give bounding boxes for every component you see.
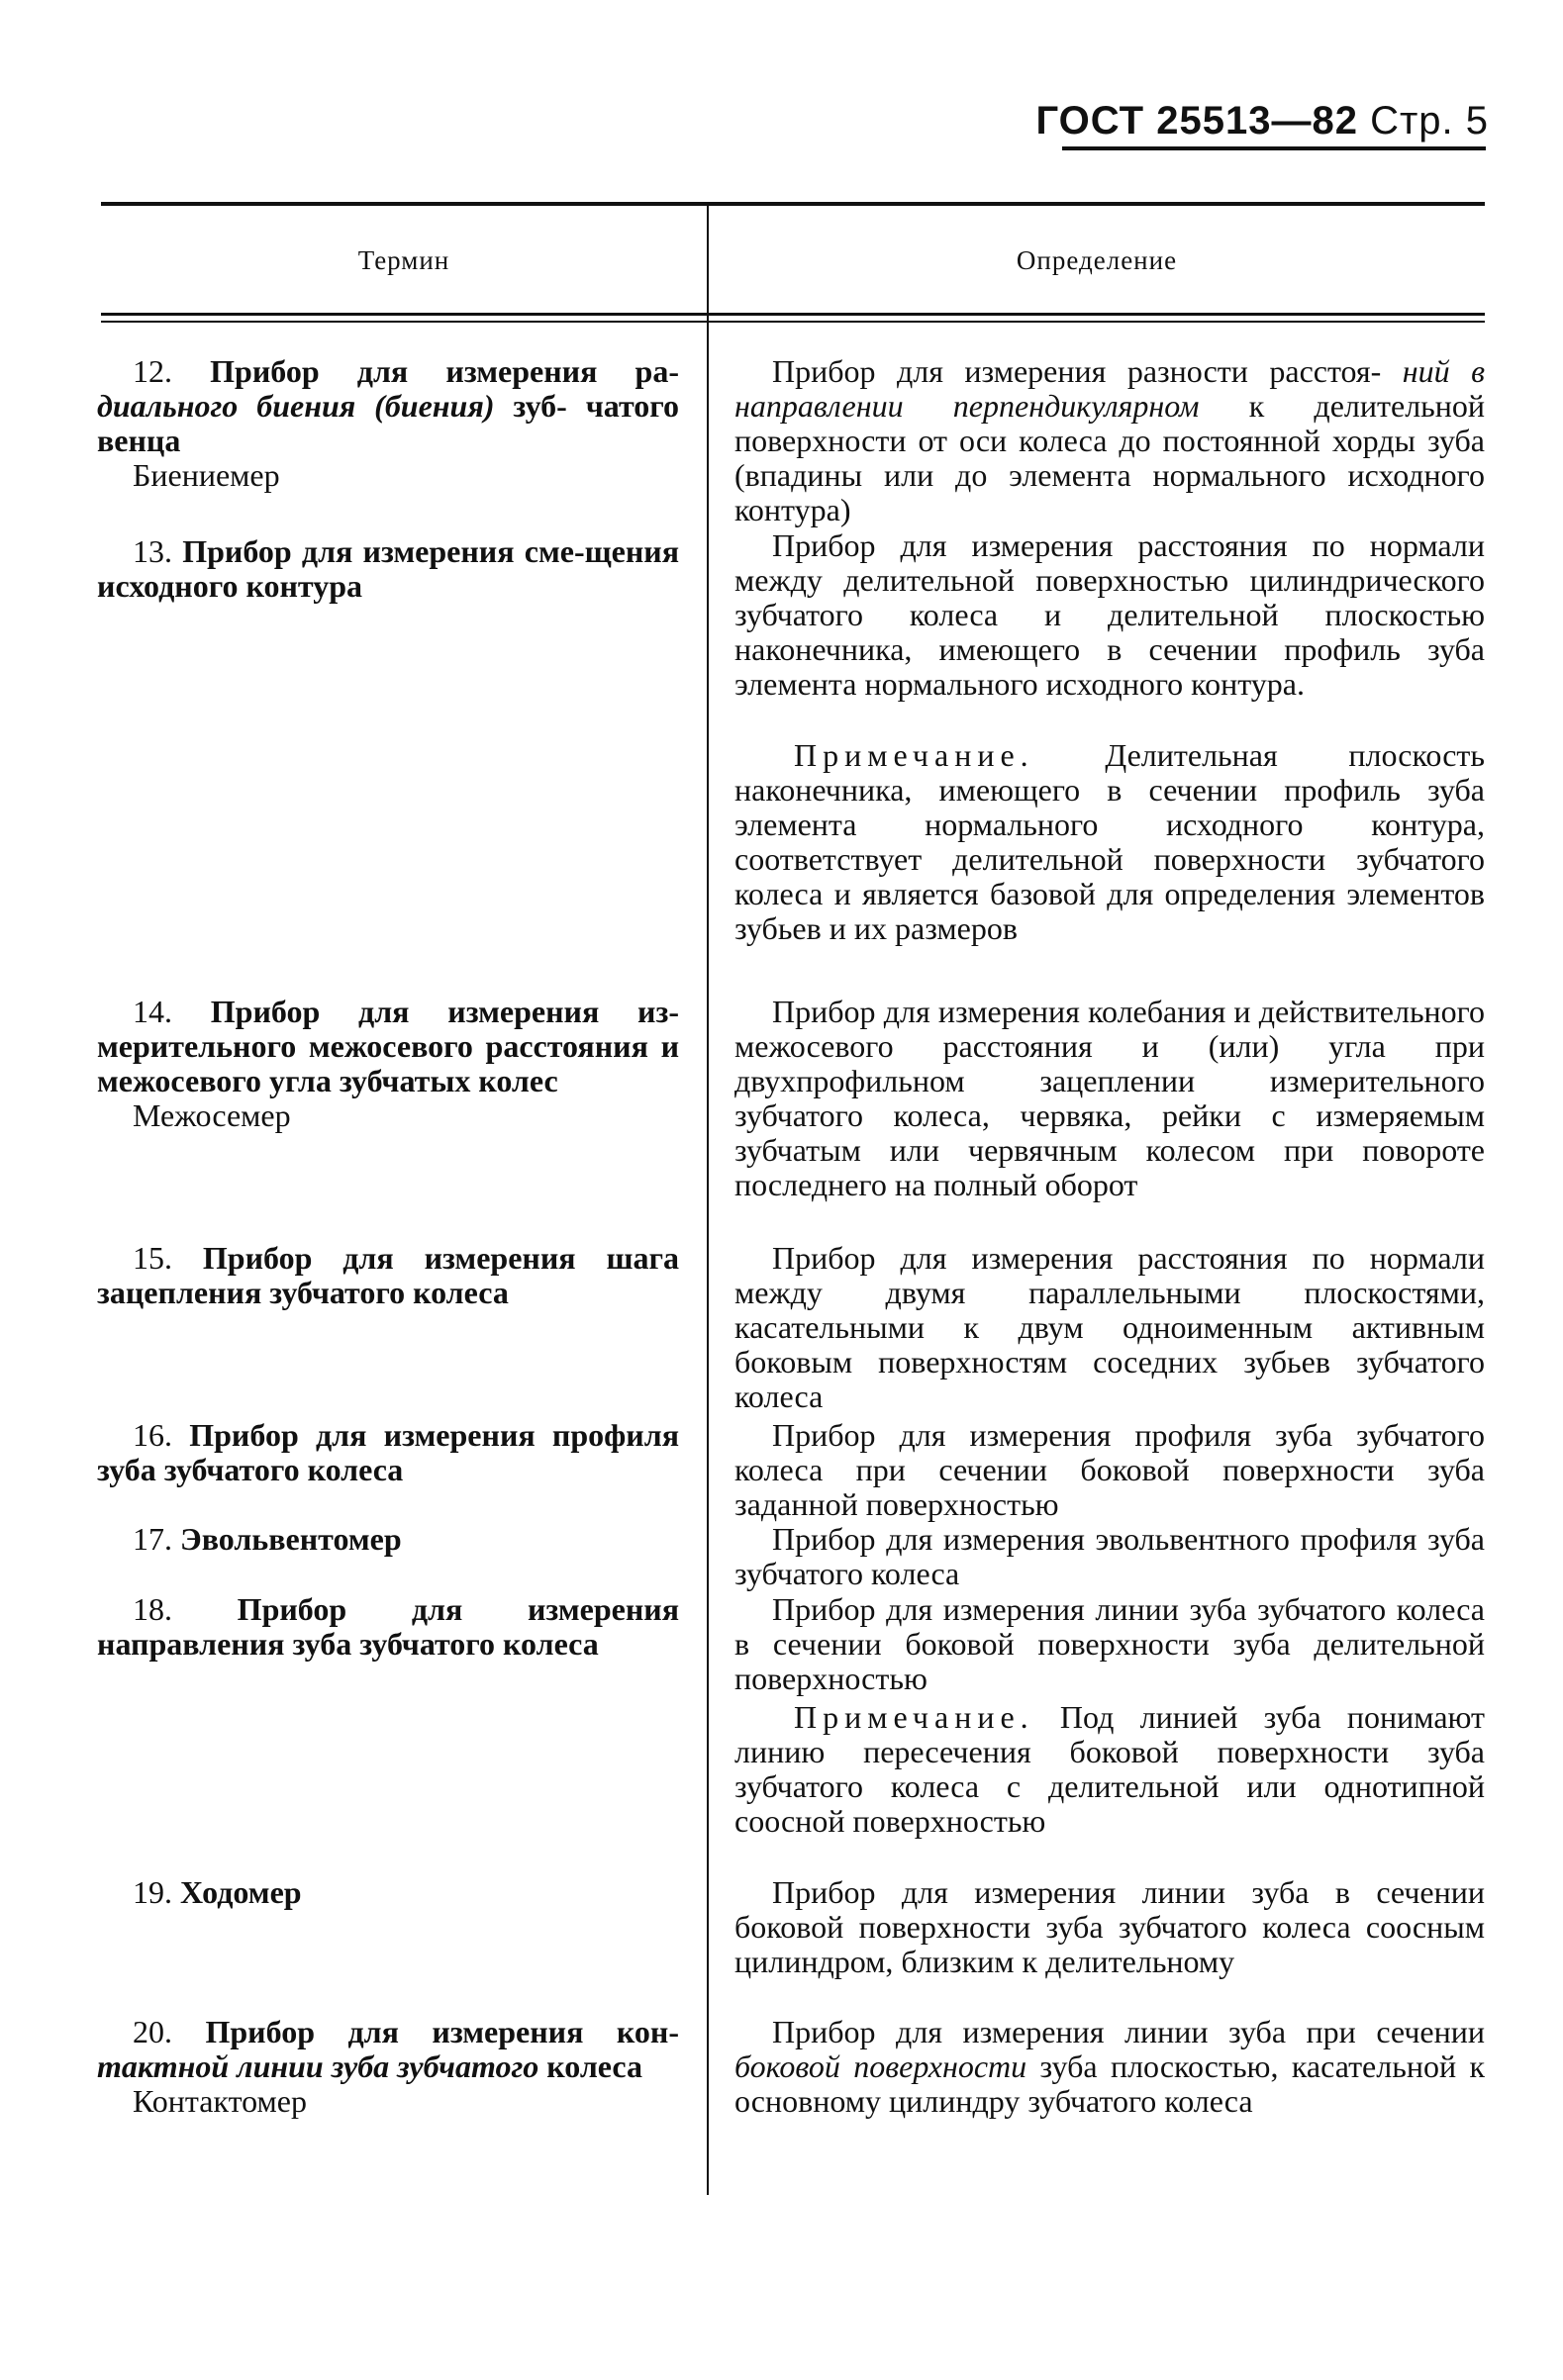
term-16: 16. Прибор для измерения профиля зуба зубчатого колеса — [97, 1417, 679, 1487]
note-13: Примечание. Делительная плоскость наконечника, имеющего в сечении профиль зуба элемента нормального исходного контура, соответствует делительной поверхности зубчатого колеса и является базовой для определения элементов зубьев и их размеров — [734, 737, 1486, 946]
definition-19: Прибор для измерения линии зуба в сечении боковой поверхности зуба зубчатого колеса соосным цилиндром, близким к делительному — [734, 1874, 1485, 1979]
definition-18: Прибор для измерения линии зуба зубчатого колеса в сечении боковой поверхности зуба делительной поверхностью — [734, 1591, 1485, 1696]
definition-14: Прибор для измерения колебания и действительного межосевого расстояния и (или) угла при двухпрофильном зацеплении измерительного зубчатого колеса, червяка, рейки с измеряемым зубчатым или червячным колесом при повороте последнего на полный оборот — [734, 994, 1485, 1202]
definition-12: Прибор для измерения разности расстоя- ний в направлении перпендикулярном к делительной поверхности от оси колеса до постоянной хорды зуба (впадины или до элемента нормального исходного контура) — [734, 353, 1486, 527]
term-18: 18. Прибор для измерения направления зуба зубчатого колеса — [97, 1591, 679, 1662]
note-18: Примечание. Под линией зуба понимают линию пересечения боковой поверхности зуба зубчатого колеса с делительной или однотипной соосной поверхностью — [734, 1699, 1486, 1839]
definition-20: Прибор для измерения линии зуба при сечении боковой поверхности зуба плоскостью, касательной к основному цилиндру зубчатого колеса — [734, 2014, 1485, 2119]
column-header-term: Термин — [357, 245, 450, 275]
term-13: 13. Прибор для измерения сме-щения исходного контура — [97, 533, 679, 604]
definition-16: Прибор для измерения профиля зуба зубчатого колеса при сечении боковой поверхности зуба заданной поверхностью — [734, 1417, 1485, 1522]
page-number: Стр. 5 — [1370, 99, 1489, 143]
standard-number: ГОСТ 25513—82 — [1035, 99, 1358, 143]
header-rule — [1062, 146, 1486, 150]
short-term-12: Биениемер — [133, 457, 280, 493]
table-header-rule — [101, 313, 1485, 316]
short-term-14: Межосемер — [133, 1097, 291, 1133]
column-header-definition: Определение — [1016, 245, 1178, 275]
definition-15: Прибор для измерения расстояния по нормали между двумя параллельными плоскостями, касательными к двум одноименным активным боковым поверхностям соседних зубьев зубчатого колеса — [734, 1240, 1485, 1414]
definition-13: Прибор для измерения расстояния по нормали между делительной поверхностью цилиндрического зубчатого колеса и делительной плоскостью наконечника, имеющего в сечении профиль зуба элемента нормального исходного контура. — [734, 527, 1485, 702]
column-divider — [707, 206, 709, 2195]
term-14: 14. Прибор для измерения из-мерительного межосевого расстояния и межосевого угла зубчатых колес Межосемер — [97, 994, 679, 1133]
term-12: 12. Прибор для измерения ра- диального биения (биения) зуб- чатого венца Биениемер — [97, 353, 679, 493]
running-header — [1036, 97, 1489, 144]
term-19: 19. Ходомер — [133, 1874, 302, 1910]
term-20: 20. Прибор для измерения кон- тактной линии зуба зубчатого колеса Контактомер — [97, 2014, 680, 2119]
table-top-rule — [101, 202, 1485, 206]
definition-17: Прибор для измерения эвольвентного профиля зуба зубчатого колеса — [734, 1521, 1485, 1591]
table-header-rule-double — [101, 321, 1485, 323]
term-15: 15. Прибор для измерения шага зацепления зубчатого колеса — [97, 1240, 680, 1310]
short-term-20: Контактомер — [133, 2083, 307, 2119]
term-17: 17. Эвольвентомер — [133, 1521, 402, 1557]
